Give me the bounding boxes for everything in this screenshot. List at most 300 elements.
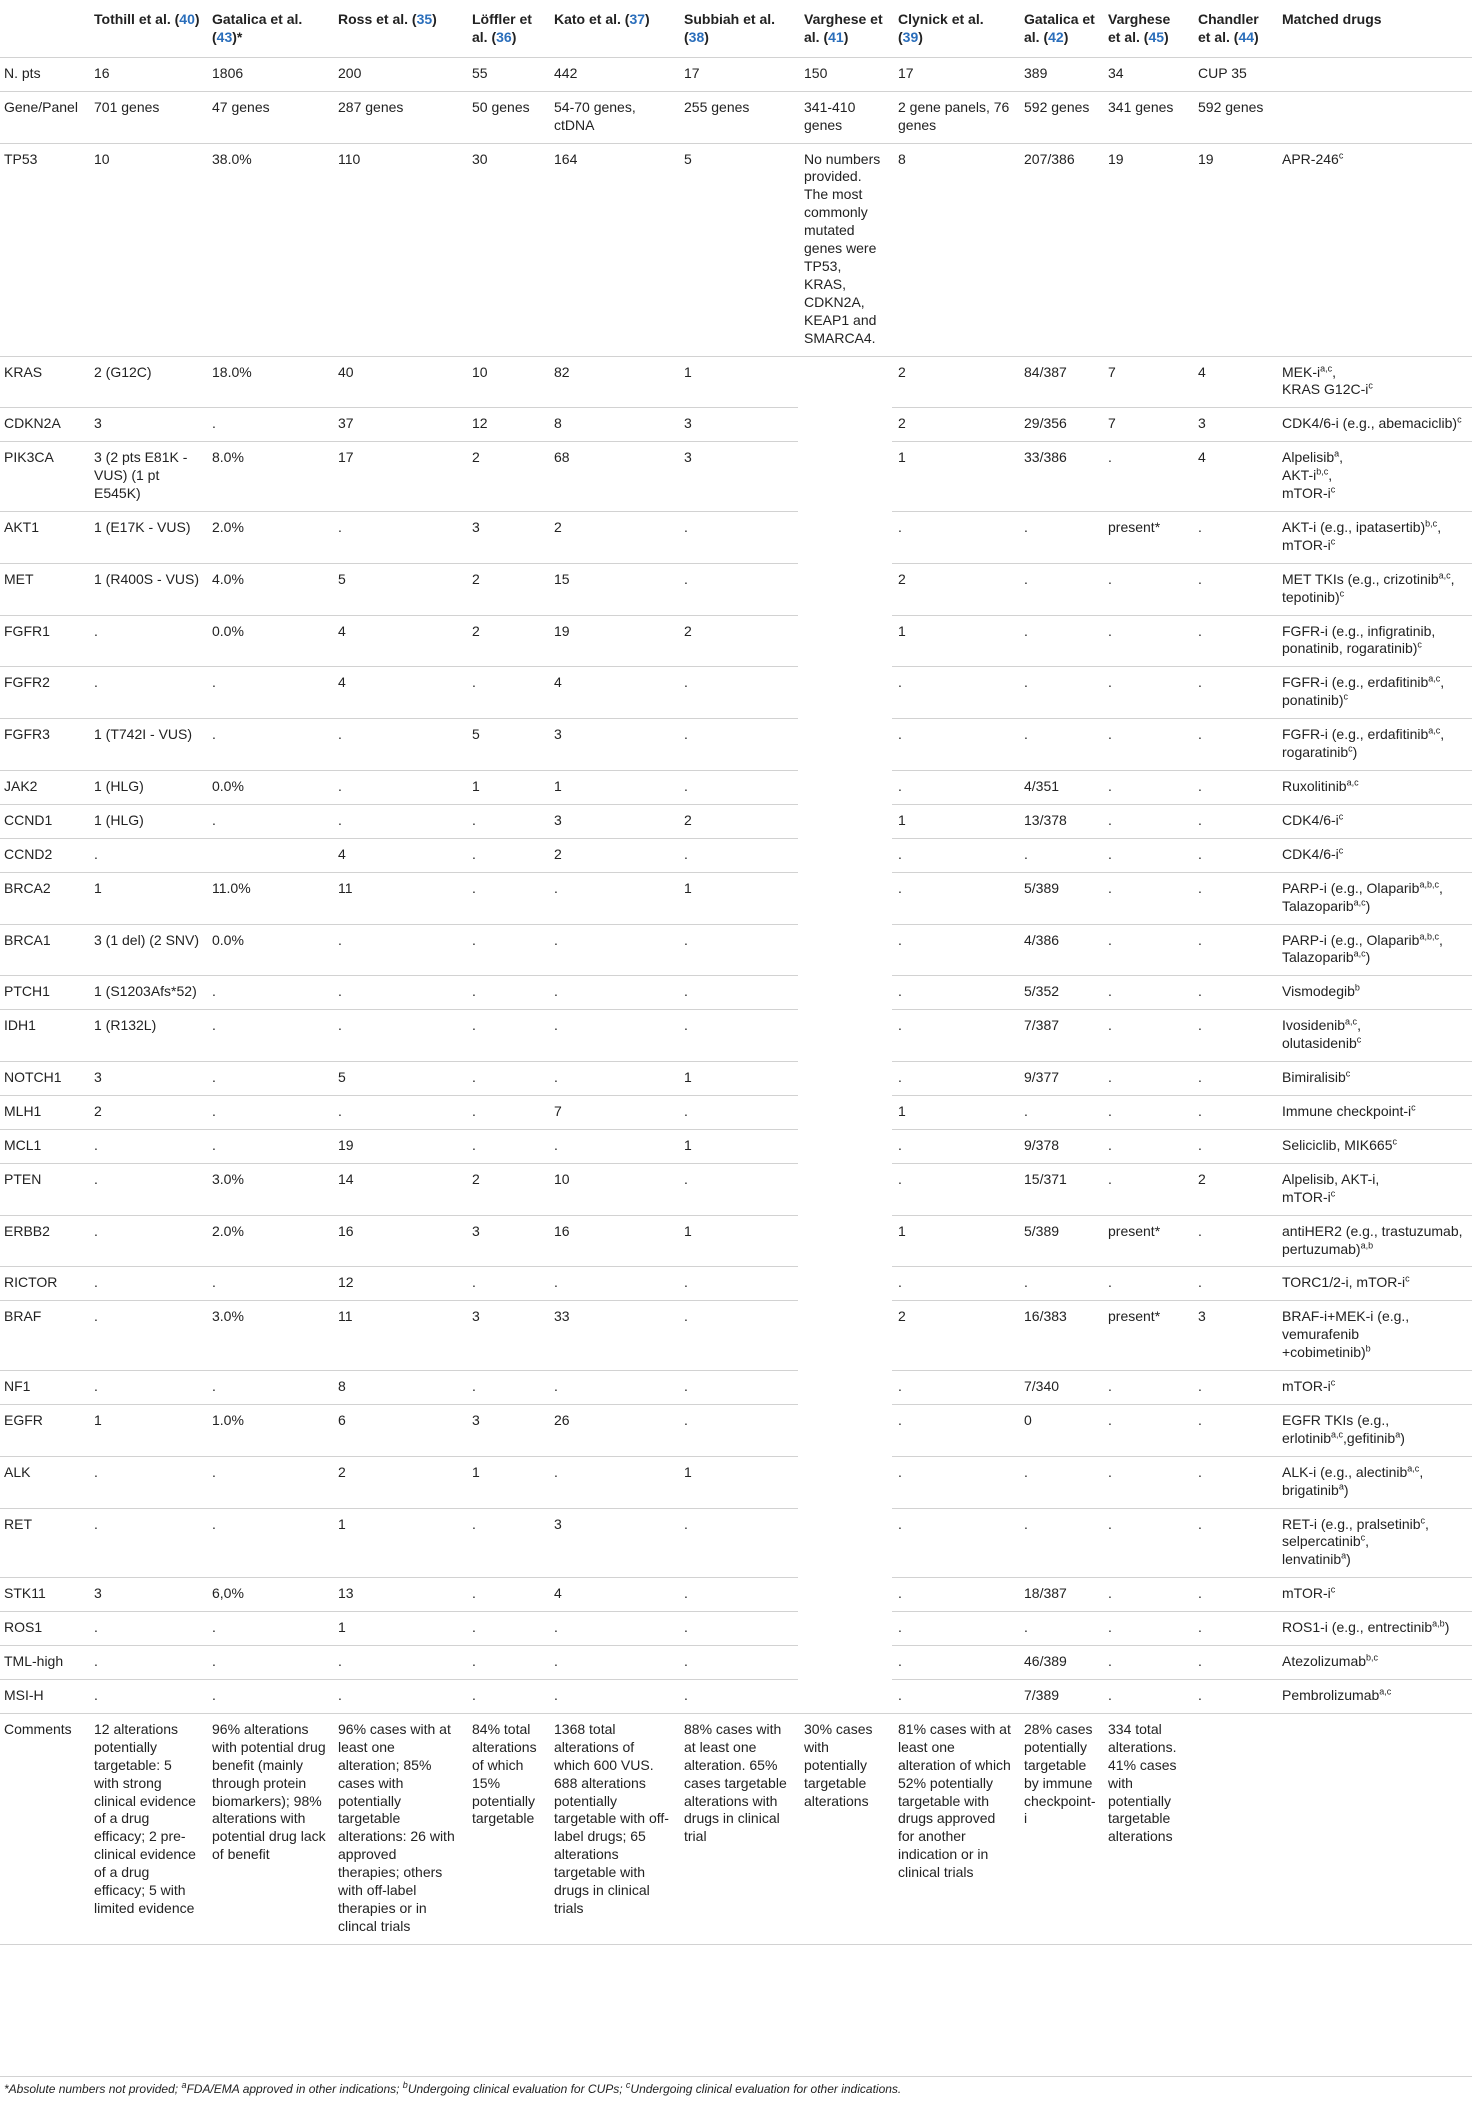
- matched-drug-cell: [1276, 91, 1472, 143]
- gene-name-cell: ERBB2: [0, 1215, 88, 1267]
- value-cell: [1192, 1010, 1276, 1062]
- value-cell: [332, 1508, 466, 1578]
- cell-value: .: [554, 1017, 558, 1034]
- table-bottom-rule: [0, 2076, 1472, 2077]
- value-cell: [1192, 563, 1276, 615]
- drug-text: MET TKIs (e.g., crizotinib: [1282, 570, 1439, 587]
- drug-text: Atezolizumab: [1282, 1653, 1367, 1670]
- value-cell: [1192, 1404, 1276, 1456]
- value-cell: [466, 143, 548, 356]
- value-cell: [332, 1010, 466, 1062]
- cell-value: .: [472, 1687, 476, 1703]
- value-cell: [206, 408, 332, 442]
- value-cell: [678, 838, 798, 872]
- cell-value: .: [1198, 1069, 1202, 1086]
- drug-text: ): [1343, 1481, 1349, 1498]
- value-cell: [332, 804, 466, 838]
- cell-value: 2.0%: [212, 1222, 244, 1239]
- value-cell: [678, 667, 798, 719]
- cell-value: .: [1108, 931, 1112, 948]
- cell-value: 3: [94, 415, 102, 432]
- value-cell: [1192, 1371, 1276, 1405]
- footnote-marker: c: [1330, 484, 1336, 495]
- value-cell: [1102, 924, 1192, 976]
- matched-drug-cell: [1276, 1612, 1472, 1646]
- value-cell: [1018, 1163, 1102, 1215]
- cell-value: .: [1198, 1687, 1202, 1703]
- value-cell: [892, 976, 1018, 1010]
- value-cell: [206, 1129, 332, 1163]
- value-cell: [1018, 57, 1102, 91]
- cell-value: .: [338, 1017, 342, 1034]
- cell-value: .: [338, 811, 342, 828]
- gene-name-cell: BRCA1: [0, 924, 88, 976]
- cell-value: .: [1198, 1274, 1202, 1291]
- value-cell: [548, 872, 678, 924]
- footnote-marker: a: [1395, 1429, 1401, 1440]
- drug-text: PARP-i (e.g., Olaparib: [1282, 879, 1420, 896]
- cell-value: .: [472, 1136, 476, 1153]
- matched-drug-cell: [1276, 1095, 1472, 1129]
- cell-value: 3.0%: [212, 1170, 244, 1187]
- matched-drug-cell: [1276, 1680, 1472, 1714]
- column-header-name: Clynick et al. (: [898, 11, 984, 45]
- drug-text: ): [1365, 949, 1371, 966]
- value-cell: [1018, 442, 1102, 512]
- value-cell: [892, 804, 1018, 838]
- value-cell: [1018, 1612, 1102, 1646]
- cell-value: 341-410 genes: [804, 98, 856, 133]
- footnote-marker: a,c: [1345, 1016, 1358, 1027]
- value-cell: [1192, 1680, 1276, 1714]
- drug-text: mTOR-i: [1282, 485, 1331, 502]
- cell-value: .: [94, 1378, 98, 1395]
- value-cell: [1192, 91, 1276, 143]
- cell-value: .: [1198, 1463, 1202, 1480]
- cell-value: .: [684, 1619, 688, 1636]
- value-cell: [1192, 356, 1276, 408]
- gene-name-cell: MCL1: [0, 1129, 88, 1163]
- gene-name-cell: KRAS: [0, 356, 88, 408]
- cell-value: 16: [338, 1222, 354, 1239]
- value-cell: [1102, 615, 1192, 667]
- drug-text: ,: [1332, 363, 1337, 380]
- footnote-marker: c: [1338, 811, 1344, 822]
- value-cell: [466, 1456, 548, 1508]
- cell-value: .: [898, 845, 902, 862]
- value-cell: [678, 408, 798, 442]
- matched-drug-cell: [1276, 1508, 1472, 1578]
- footnote-marker: a,c: [1428, 725, 1441, 736]
- footnote-marker: b: [1354, 982, 1360, 993]
- cell-value: 341 genes: [1108, 98, 1174, 115]
- column-header: [1276, 0, 1472, 57]
- value-cell: [1102, 1371, 1192, 1405]
- cell-value: 34: [1108, 64, 1124, 81]
- value-cell: [206, 615, 332, 667]
- value-cell: [548, 1163, 678, 1215]
- value-cell: [206, 1215, 332, 1267]
- cell-value: 287 genes: [338, 98, 404, 115]
- cell-value: 4.0%: [212, 570, 244, 587]
- value-cell: [548, 563, 678, 615]
- value-cell: [332, 924, 466, 976]
- cell-value: .: [472, 1378, 476, 1395]
- table-row: [0, 1215, 1472, 1267]
- cell-value: 3: [684, 415, 692, 432]
- value-cell: [332, 1095, 466, 1129]
- cell-value: .: [1024, 726, 1028, 743]
- table-row: [0, 1612, 1472, 1646]
- value-cell: [332, 356, 466, 408]
- cell-value: 3: [1198, 1308, 1206, 1325]
- value-cell: [88, 57, 206, 91]
- table-row: [0, 1404, 1472, 1456]
- footnote-marker: a,c: [1346, 777, 1359, 788]
- drug-text: Pembrolizumab: [1282, 1687, 1380, 1703]
- value-cell: [1018, 408, 1102, 442]
- footnote-marker: c: [1411, 1102, 1416, 1113]
- value-cell: [1192, 872, 1276, 924]
- cell-value: .: [1024, 570, 1028, 587]
- value-cell: [466, 1371, 548, 1405]
- cell-value: 33: [554, 1308, 570, 1325]
- value-cell: [678, 615, 798, 667]
- value-cell: [678, 1646, 798, 1680]
- footnote-text: Undergoing clinical evaluation for CUPs;: [407, 2082, 626, 2096]
- cell-value: 1: [898, 449, 906, 466]
- cell-value: 1: [94, 1411, 102, 1428]
- value-cell: [206, 771, 332, 805]
- value-cell: [678, 872, 798, 924]
- cell-value: .: [212, 1017, 216, 1034]
- cell-value: 6,0%: [212, 1585, 244, 1602]
- cell-value: .: [212, 1069, 216, 1086]
- drug-text: brigatinib: [1282, 1481, 1339, 1498]
- cell-value: 19: [338, 1136, 354, 1153]
- cell-value: .: [684, 1515, 688, 1532]
- value-cell: [678, 1129, 798, 1163]
- cell-value: .: [1108, 1274, 1112, 1291]
- value-cell: [466, 1301, 548, 1371]
- cell-value: 13/378: [1024, 811, 1067, 828]
- value-cell: [1192, 143, 1276, 356]
- value-cell: [1102, 1010, 1192, 1062]
- cell-value: .: [94, 1308, 98, 1325]
- cell-value: 389: [1024, 64, 1048, 81]
- value-cell: [88, 804, 206, 838]
- cell-value: 17: [684, 64, 700, 81]
- cell-value: 2 gene panels, 76 genes: [898, 98, 1010, 133]
- cell-value: 3.0%: [212, 1308, 244, 1325]
- value-cell: [678, 1267, 798, 1301]
- cell-value: .: [472, 1515, 476, 1532]
- footnote-marker: b: [402, 2080, 408, 2090]
- footnote-text: Undergoing clinical evaluation for other indications.: [630, 2082, 902, 2096]
- cell-value: .: [898, 1378, 902, 1395]
- value-cell: [1192, 924, 1276, 976]
- value-cell: [332, 615, 466, 667]
- value-cell: [466, 1713, 548, 1944]
- column-header: [466, 0, 548, 57]
- cell-value: 7: [554, 1102, 562, 1119]
- value-cell: [332, 1680, 466, 1714]
- gene-name-cell: CDKN2A: [0, 408, 88, 442]
- footnote-marker: c: [1330, 1188, 1336, 1199]
- cell-value: 38.0%: [212, 150, 252, 167]
- cell-value: .: [1108, 1463, 1112, 1480]
- cell-value: .: [898, 1411, 902, 1428]
- cell-value: .: [1108, 778, 1112, 794]
- value-cell: [1018, 804, 1102, 838]
- cell-value: .: [472, 1069, 476, 1086]
- drug-text: ): [1334, 588, 1340, 605]
- table-row: [0, 1129, 1472, 1163]
- gene-name-cell: ALK: [0, 1456, 88, 1508]
- cell-value: .: [94, 1515, 98, 1532]
- cell-value: .: [1198, 1222, 1202, 1239]
- cell-value: 2: [898, 570, 906, 587]
- value-cell: [1102, 1095, 1192, 1129]
- footnote-marker: c: [1330, 1377, 1336, 1388]
- cell-value: .: [554, 1378, 558, 1395]
- gene-name-cell: Gene/Panel: [0, 91, 88, 143]
- cell-value: .: [1198, 1017, 1202, 1034]
- value-cell: [798, 356, 892, 1713]
- value-cell: [1018, 838, 1102, 872]
- matched-drug-cell: [1276, 667, 1472, 719]
- table-row: [0, 57, 1472, 91]
- value-cell: [88, 1371, 206, 1405]
- table-row: [0, 356, 1472, 408]
- value-cell: [466, 91, 548, 143]
- cell-value: 96% cases with at least one alteration; 85% cases with potentially targetable alterations: 26 with approved therapies; others with off-label therapies or in clincal trials: [338, 1720, 455, 1934]
- footnote-marker: c: [1368, 380, 1373, 391]
- column-header-suffix: ): [1254, 28, 1259, 45]
- column-header: [678, 0, 798, 57]
- value-cell: [466, 1095, 548, 1129]
- value-cell: [678, 563, 798, 615]
- cell-value: 8.0%: [212, 449, 244, 466]
- value-cell: [206, 976, 332, 1010]
- cell-value: .: [338, 518, 342, 535]
- table-row: [0, 976, 1472, 1010]
- cell-value: 2: [94, 1102, 102, 1119]
- value-cell: [892, 408, 1018, 442]
- gene-name-cell: FGFR1: [0, 615, 88, 667]
- cell-value: .: [1024, 1515, 1028, 1532]
- gene-name-cell: AKT1: [0, 511, 88, 563]
- value-cell: [548, 667, 678, 719]
- cell-value: 2: [338, 1463, 346, 1480]
- value-cell: [1018, 1646, 1102, 1680]
- cell-value: 13: [338, 1585, 354, 1602]
- cell-value: .: [212, 1463, 216, 1480]
- cell-value: 1: [898, 622, 906, 639]
- drug-text: ,gefitinib: [1343, 1429, 1396, 1446]
- table-footnote: [4, 2082, 1464, 2096]
- value-cell: [678, 1456, 798, 1508]
- footnote-marker: b: [1365, 1343, 1371, 1354]
- value-cell: [332, 838, 466, 872]
- value-cell: [1102, 57, 1192, 91]
- value-cell: [1018, 1713, 1102, 1944]
- column-header-suffix: ): [704, 28, 709, 45]
- cell-value: .: [1024, 1274, 1028, 1291]
- value-cell: [332, 91, 466, 143]
- cell-value: .: [1108, 983, 1112, 1000]
- drug-text: AKT-i: [1282, 467, 1317, 484]
- cell-value: 200: [338, 64, 362, 81]
- cell-value: present*: [1108, 1308, 1161, 1325]
- matched-drug-cell: [1276, 563, 1472, 615]
- column-header: [206, 0, 332, 57]
- cell-value: 1: [898, 811, 906, 828]
- cell-value: .: [554, 1136, 558, 1153]
- value-cell: [548, 1129, 678, 1163]
- table-row: [0, 719, 1472, 771]
- value-cell: [548, 1456, 678, 1508]
- cell-value: 3: [472, 1222, 480, 1239]
- value-cell: [678, 1215, 798, 1267]
- value-cell: [678, 143, 798, 356]
- cell-value: 3: [1198, 415, 1206, 432]
- cell-value: 1 (HLG): [94, 811, 144, 828]
- value-cell: [88, 1508, 206, 1578]
- cell-value: 592 genes: [1024, 98, 1090, 115]
- column-header-suffix: ): [432, 11, 437, 27]
- cell-value: 1 (R400S - VUS): [94, 570, 200, 587]
- column-header-suffix: ): [1063, 28, 1069, 45]
- gene-name-cell: PTCH1: [0, 976, 88, 1010]
- value-cell: [892, 771, 1018, 805]
- cell-value: .: [684, 1411, 688, 1428]
- gene-name-cell: TP53: [0, 143, 88, 356]
- value-cell: [678, 442, 798, 512]
- value-cell: [1102, 838, 1192, 872]
- value-cell: [1018, 924, 1102, 976]
- cell-value: 1 (S1203Afs*52): [94, 983, 197, 1000]
- column-header-suffix: ): [645, 11, 650, 27]
- column-header-ref: 35: [416, 11, 433, 27]
- column-header-name: Kato et al. (: [554, 11, 630, 27]
- table-header-row: [0, 0, 1472, 57]
- value-cell: [332, 1404, 466, 1456]
- cell-value: .: [898, 1463, 902, 1480]
- value-cell: [1018, 511, 1102, 563]
- column-header-ref: 40: [179, 11, 195, 27]
- cell-value: 84/387: [1024, 363, 1067, 380]
- footnote-marker: a,b,c: [1419, 879, 1439, 890]
- value-cell: [332, 872, 466, 924]
- value-cell: [88, 1215, 206, 1267]
- value-cell: [1192, 719, 1276, 771]
- gene-name-cell: JAK2: [0, 771, 88, 805]
- drug-text: ,: [1438, 879, 1443, 896]
- value-cell: [1018, 1508, 1102, 1578]
- cell-value: .: [212, 1653, 216, 1670]
- cell-value: 4: [554, 674, 562, 691]
- value-cell: [88, 1267, 206, 1301]
- drug-text: mTOR-i: [1282, 1585, 1331, 1602]
- cell-value: 9/378: [1024, 1136, 1060, 1153]
- table-row: [0, 667, 1472, 719]
- value-cell: [206, 804, 332, 838]
- cell-value: .: [94, 1653, 98, 1670]
- value-cell: [1102, 1129, 1192, 1163]
- value-cell: [332, 442, 466, 512]
- drug-text: ): [1444, 1619, 1450, 1636]
- column-header-suffix: ): [511, 28, 517, 45]
- drug-text: mTOR-i: [1282, 1188, 1331, 1205]
- value-cell: [332, 1215, 466, 1267]
- value-cell: [466, 804, 548, 838]
- value-cell: [678, 1713, 798, 1944]
- cell-value: .: [684, 845, 688, 862]
- cell-value: 15/371: [1024, 1170, 1067, 1187]
- column-header-name: Subbiah et al. (: [684, 11, 776, 45]
- cell-value: .: [554, 983, 558, 1000]
- cell-value: 2.0%: [212, 518, 244, 535]
- value-cell: [548, 1404, 678, 1456]
- value-cell: [332, 667, 466, 719]
- cell-value: 10: [554, 1170, 570, 1187]
- table-row: [0, 872, 1472, 924]
- cell-value: 150: [804, 64, 828, 81]
- cell-value: 3: [472, 1411, 480, 1428]
- value-cell: [1102, 563, 1192, 615]
- table-row: [0, 1371, 1472, 1405]
- footnote-text: FDA/EMA approved in other indications;: [186, 2082, 403, 2096]
- table-row: [0, 1508, 1472, 1578]
- drug-text: ): [1400, 1429, 1405, 1446]
- value-cell: [466, 442, 548, 512]
- cell-value: .: [1108, 879, 1112, 896]
- cell-value: 0.0%: [212, 778, 244, 794]
- value-cell: [206, 1301, 332, 1371]
- value-cell: [1102, 1267, 1192, 1301]
- value-cell: [466, 1215, 548, 1267]
- cell-value: 2: [1198, 1170, 1206, 1187]
- cell-value: 1: [684, 1069, 692, 1086]
- cell-value: .: [338, 931, 342, 948]
- value-cell: [548, 1010, 678, 1062]
- drug-text: FGFR-i (e.g., erdafitinib: [1282, 726, 1429, 743]
- value-cell: [678, 976, 798, 1010]
- matched-drug-cell: [1276, 1301, 1472, 1371]
- value-cell: [466, 1062, 548, 1096]
- cell-value: .: [684, 1378, 688, 1395]
- cell-value: .: [1024, 674, 1028, 691]
- cell-value: .: [898, 1017, 902, 1034]
- value-cell: [88, 1646, 206, 1680]
- value-cell: [1192, 1129, 1276, 1163]
- value-cell: [1192, 1508, 1276, 1578]
- cell-value: 0.0%: [212, 931, 244, 948]
- cell-value: .: [1108, 811, 1112, 828]
- cell-value: .: [472, 1585, 476, 1602]
- gene-name-cell: PIK3CA: [0, 442, 88, 512]
- value-cell: [892, 563, 1018, 615]
- cell-value: 1: [472, 778, 480, 794]
- cell-value: 16: [554, 1222, 570, 1239]
- gene-name-cell: NF1: [0, 1371, 88, 1405]
- cell-value: 110: [338, 150, 361, 167]
- cell-value: 1 (T742I - VUS): [94, 726, 193, 743]
- cell-value: .: [472, 1102, 476, 1119]
- gene-name-cell: MLH1: [0, 1095, 88, 1129]
- drug-text: Seliciclib, MIK665: [1282, 1136, 1393, 1153]
